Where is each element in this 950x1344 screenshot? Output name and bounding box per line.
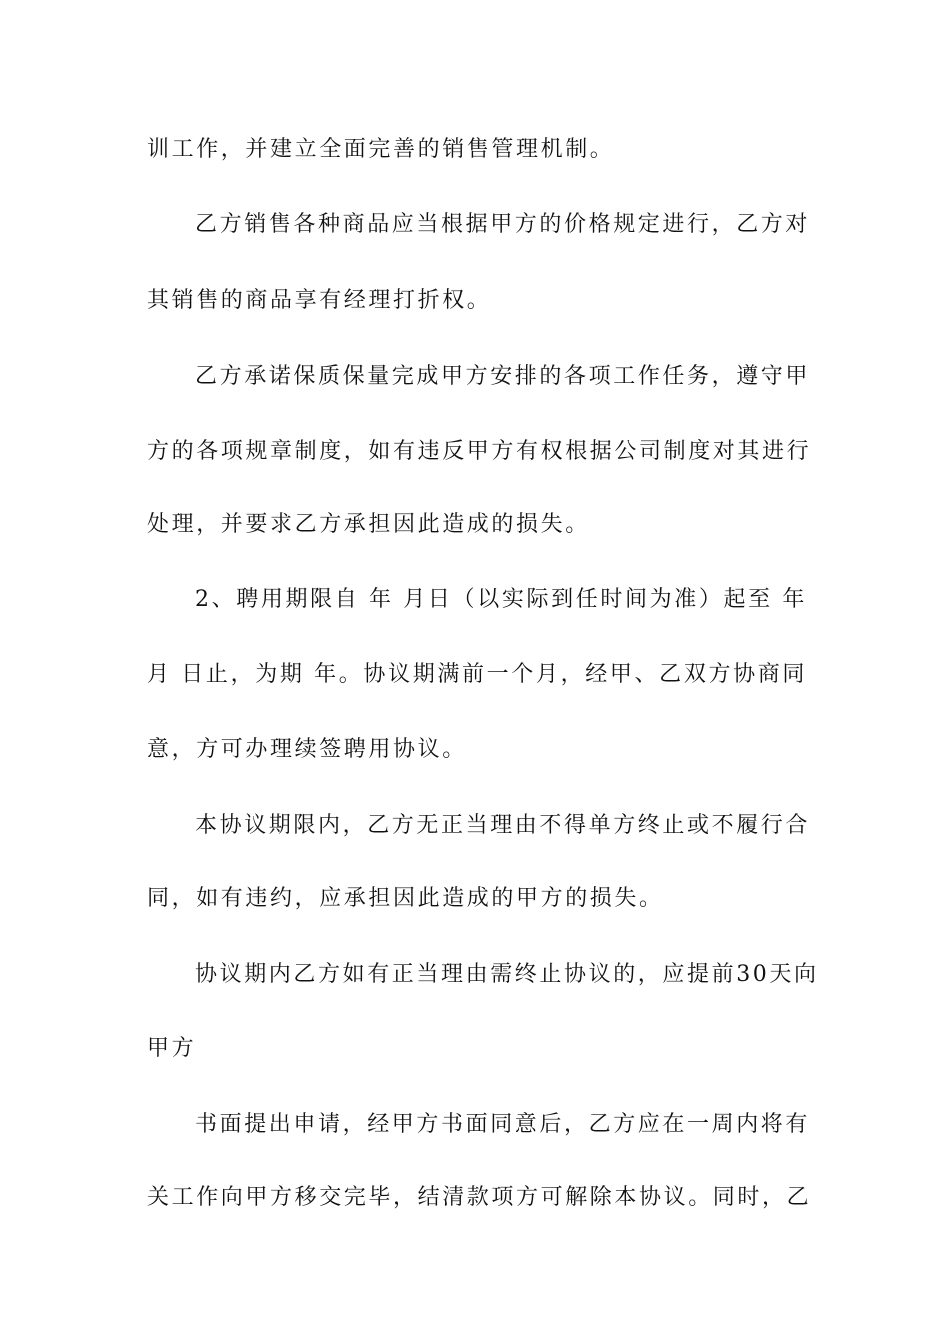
text-line: 乙方承诺保质保量完成甲方安排的各项工作任务，遵守甲 xyxy=(195,364,811,389)
text-line: 书面提出申请，经甲方书面同意后，乙方应在一周内将有 xyxy=(195,1112,811,1137)
text-line: 处理，并要求乙方承担因此造成的损失。 xyxy=(147,512,590,537)
text-line: 训工作，并建立全面完善的销售管理机制。 xyxy=(147,137,615,162)
text-line: 协议期内乙方如有正当理由需终止协议的，应提前30天向 xyxy=(195,962,819,987)
text-line: 本协议期限内，乙方无正当理由不得单方终止或不履行合 xyxy=(195,813,811,838)
text-line: 关工作向甲方移交完毕，结清款项方可解除本协议。同时，乙 xyxy=(147,1185,812,1210)
text-line: 2、聘用期限自 年 月日（以实际到任时间为准）起至 年 xyxy=(195,587,807,612)
text-line: 月 日止，为期 年。协议期满前一个月，经甲、乙双方协商同 xyxy=(147,662,807,687)
text-line: 方的各项规章制度，如有违反甲方有权根据公司制度对其进行 xyxy=(147,439,812,464)
text-line: 意，方可办理续签聘用协议。 xyxy=(147,737,467,762)
text-line: 乙方销售各种商品应当根据甲方的价格规定进行，乙方对 xyxy=(195,212,811,237)
text-line: 甲方 xyxy=(147,1036,197,1061)
text-line: 其销售的商品享有经理打折权。 xyxy=(147,288,492,313)
text-line: 同，如有违约，应承担因此造成的甲方的损失。 xyxy=(147,886,664,911)
